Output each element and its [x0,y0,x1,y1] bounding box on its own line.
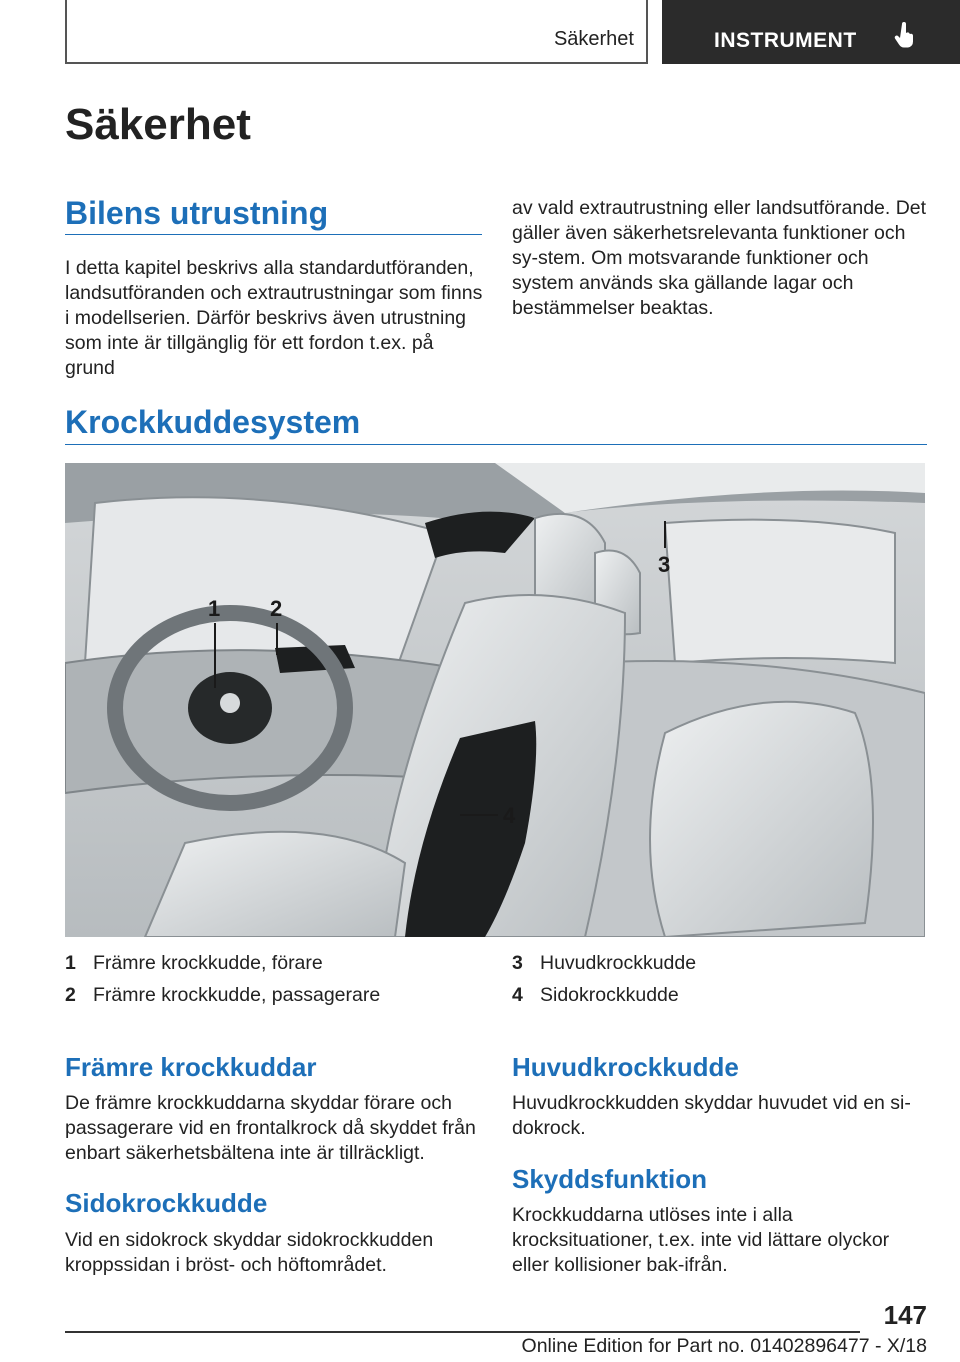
page-number: 147 [883,1300,927,1330]
airbag-illustration [65,463,925,937]
footer-rule [65,1331,860,1333]
hand-pointer-icon [894,22,916,48]
section-rule [65,444,927,445]
subheading-head-airbag: Huvudkrockkudde [512,1052,739,1082]
section-rule [65,234,482,235]
callout-2: 2 [270,596,283,621]
paragraph-protection: Krockkuddarna utlöses inte i alla krocksituationer, t.ex. inte vid lättare olyckor eller kollisioner bak-ifrån. [512,1204,890,1276]
section-heading-vehicle-equipment: Bilens utrustning [65,195,329,231]
legend-item [512,984,928,1010]
subheading-protection: Skyddsfunktion [512,1164,708,1194]
subheading-front-airbags: Främre krockkuddar [65,1052,317,1082]
legend-item [512,952,928,978]
section-tab-label: Säkerhet [553,28,634,50]
legend-number: 1 [65,952,76,974]
legend-label: Sidokrockkudde [540,984,679,1006]
car-interior-drawing [65,463,925,937]
section-heading-airbag-system: Krockkuddesystem [65,404,361,440]
legend-item [65,984,485,1010]
chapter-tab [662,0,960,64]
legend-label: Främre krockkudde, passagerare [93,984,381,1006]
paragraph-right: av vald extrautrustning eller landsutförande. Det gäller även säkerhetsrelevanta funktioner och sy-stem. Om motsvarande funktioner och system används ska gällande lagar och bestämmelser beaktas. [512,197,927,319]
paragraph-head-airbag: Huvudkrockkudden skyddar huvudet vid en si-dokrock. [512,1092,911,1139]
paragraph-side-airbag: Vid en sidokrock skyddar sidokrockkudden kroppssidan i bröst- och höftområdet. [65,1229,434,1276]
legend-number: 3 [512,952,523,974]
subheading-side-airbag: Sidokrockkudde [65,1188,268,1218]
callout-1: 1 [208,596,221,621]
callout-3: 3 [658,552,671,577]
legend-item [65,952,485,978]
paragraph-front-airbags: De främre krockkuddarna skyddar förare och passagerare vid en frontalkrock då skyddet från enbart säkerhetsbältena inte är tillräckligt. [65,1092,476,1164]
chapter-tab-label: INSTRUMENT [714,29,857,52]
section-tab [65,0,648,64]
legend-number: 2 [65,984,76,1006]
legend-number: 4 [512,984,523,1006]
footer-edition: Online Edition for Part no. 01402896477 - X/18 [521,1335,927,1357]
page-title: Säkerhet [65,100,251,149]
paragraph-left: I detta kapitel beskrivs alla standardutföranden, landsutföranden och extrautrustningar som finns i modellserien. Därför beskrivs även utrustning som inte är tillgänglig för ett fordon t.ex. på grund [65,257,483,379]
legend-label: Huvudkrockkudde [540,952,697,974]
callout-4: 4 [503,803,516,828]
legend-label: Främre krockkudde, förare [93,952,323,974]
